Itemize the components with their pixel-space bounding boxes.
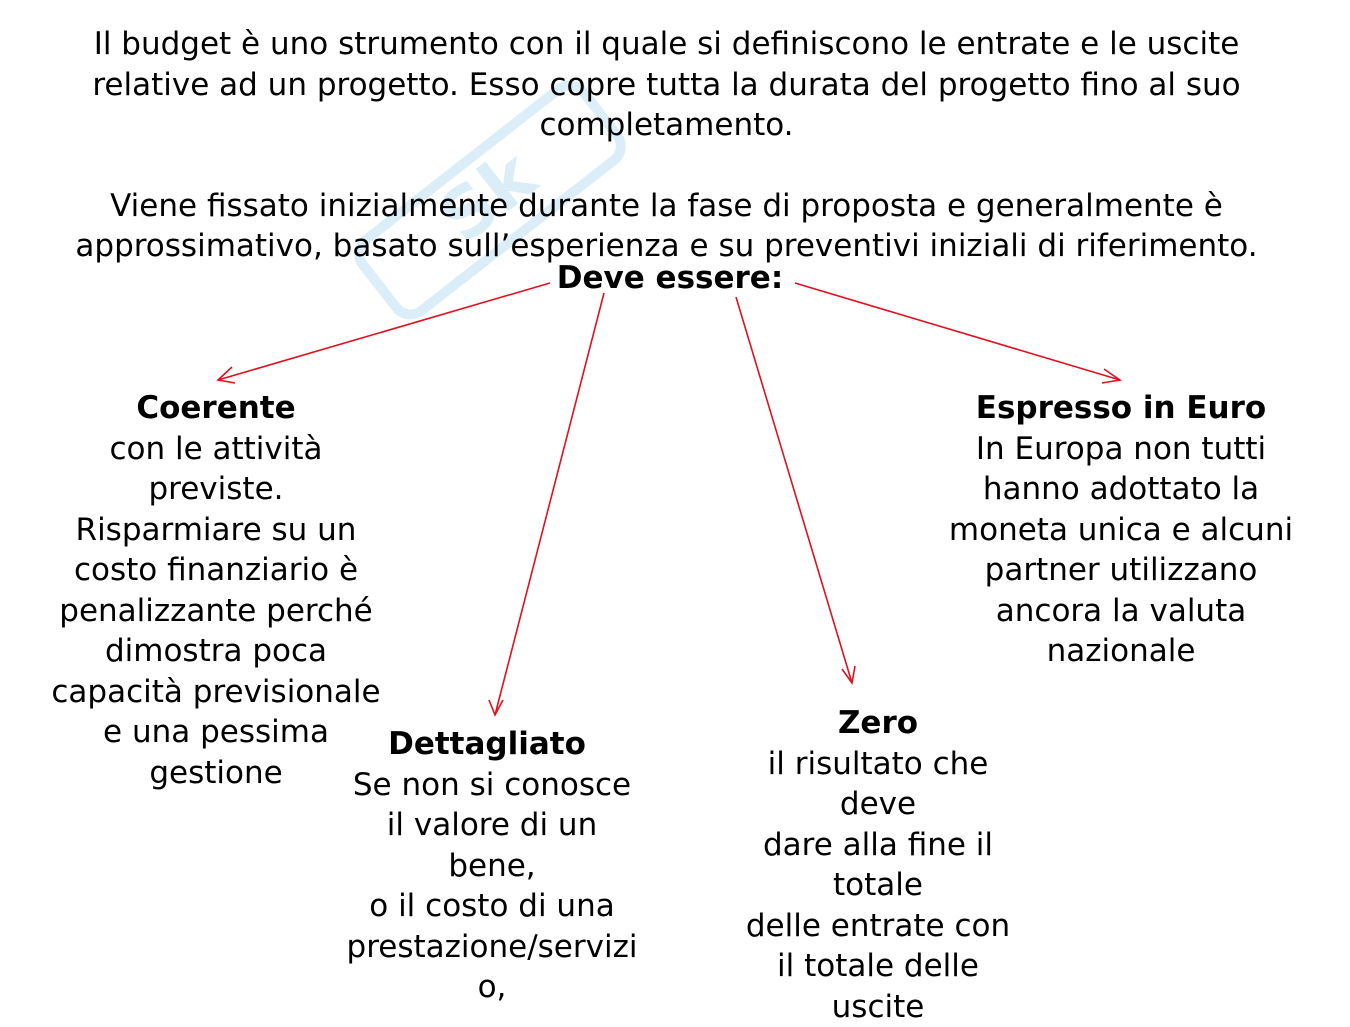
block-coerente-title: Coerente <box>16 388 416 429</box>
block-zero-title: Zero <box>708 703 1048 744</box>
intro-line: approssimativo, basato sull’esperienza e su preventivi iniziali di riferimento. <box>10 226 1323 267</box>
block-dettagliato-line: Se non si conosce <box>312 765 672 806</box>
intro-line: completamento. <box>10 105 1323 146</box>
arrow-to-espresso <box>795 283 1120 383</box>
arrow-to-zero <box>736 297 855 683</box>
block-espresso-in-euro <box>921 388 1321 672</box>
block-espresso-line: moneta unica e alcuni <box>921 510 1321 551</box>
block-coerente-line: e una pessima <box>16 712 416 753</box>
intro-text <box>10 24 1323 267</box>
block-zero-line: deve <box>708 784 1048 825</box>
block-espresso-line: hanno adottato la <box>921 469 1321 510</box>
block-dettagliato-line: o, <box>312 967 672 1008</box>
block-dettagliato-line: o il costo di una <box>312 886 672 927</box>
block-coerente-line: capacità previsionale <box>16 672 416 713</box>
svg-text:Sk: Sk <box>424 134 552 259</box>
block-espresso-line: nazionale <box>921 631 1321 672</box>
block-zero-line: uscite <box>708 987 1048 1027</box>
block-espresso-line: In Europa non tutti <box>921 429 1321 470</box>
block-coerente-line: Risparmiare su un <box>16 510 416 551</box>
center-title: Deve essere: <box>520 258 820 298</box>
block-dettagliato-line: prestazione/servizi <box>312 927 672 968</box>
block-zero-line: totale <box>708 865 1048 906</box>
block-zero-line: delle entrate con <box>708 906 1048 947</box>
intro-line: relative ad un progetto. Esso copre tutta la durata del progetto fino al suo <box>10 65 1323 106</box>
block-espresso-line: ancora la valuta <box>921 591 1321 632</box>
arrow-to-coerente <box>218 283 550 383</box>
block-coerente-line: previste. <box>16 469 416 510</box>
block-coerente-line: gestione <box>16 753 416 794</box>
intro-line: Il budget è uno strumento con il quale si definiscono le entrate e le uscite <box>10 24 1323 65</box>
intro-paragraph-1 <box>10 24 1323 146</box>
intro-paragraph-2 <box>10 186 1323 267</box>
block-espresso-title: Espresso in Euro <box>921 388 1321 429</box>
block-coerente-line: dimostra poca <box>16 631 416 672</box>
block-zero-line: il totale delle <box>708 946 1048 987</box>
block-dettagliato-title: Dettagliato <box>302 724 672 765</box>
block-dettagliato-line: il valore di un <box>312 805 672 846</box>
block-coerente-line: costo finanziario è <box>16 550 416 591</box>
block-dettagliato <box>312 724 672 1008</box>
block-coerente-line: penalizzante perché <box>16 591 416 632</box>
block-zero-line: il risultato che <box>708 744 1048 785</box>
block-dettagliato-line: bene, <box>312 846 672 887</box>
block-coerente-line: con le attività <box>16 429 416 470</box>
block-zero <box>708 703 1048 1027</box>
intro-line: Viene fissato inizialmente durante la fase di proposta e generalmente è <box>10 186 1323 227</box>
block-zero-line: dare alla fine il <box>708 825 1048 866</box>
block-espresso-line: partner utilizzano <box>921 550 1321 591</box>
arrow-to-dettagliato <box>489 293 604 715</box>
